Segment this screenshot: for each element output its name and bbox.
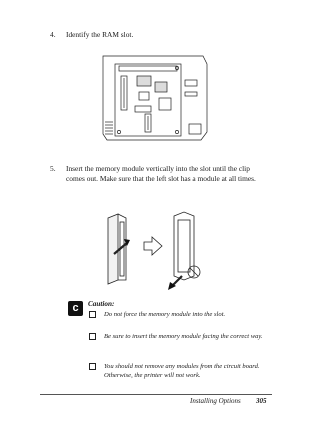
checkbox-bullet-icon bbox=[89, 363, 96, 370]
caution-item-text: You should not remove any modules from the circuit board. Otherwise, the printer will not work. bbox=[104, 363, 260, 379]
caution-item-text: Do not force the memory module into the slot. bbox=[104, 311, 226, 318]
step-text: Identify the RAM slot. bbox=[66, 30, 134, 39]
ram-slot-illustration bbox=[95, 52, 215, 147]
footer-section-title: Installing Options bbox=[190, 397, 241, 405]
footer-rule bbox=[40, 394, 272, 395]
checkbox-bullet-icon bbox=[89, 333, 96, 340]
step-number: 4. bbox=[50, 30, 56, 39]
caution-item-text: Be sure to insert the memory module facing the correct way. bbox=[104, 333, 263, 340]
step-text: Insert the memory module vertically into the slot until the clip comes out. Make sure that the left slot has a module at all times. bbox=[66, 164, 256, 183]
step-number: 5. bbox=[50, 164, 56, 173]
caution-title: Caution: bbox=[88, 300, 115, 308]
memory-module-insertion-illustration bbox=[100, 210, 210, 290]
page-number: 305 bbox=[256, 397, 267, 405]
checkbox-bullet-icon bbox=[89, 311, 96, 318]
caution-icon: c bbox=[68, 301, 83, 316]
